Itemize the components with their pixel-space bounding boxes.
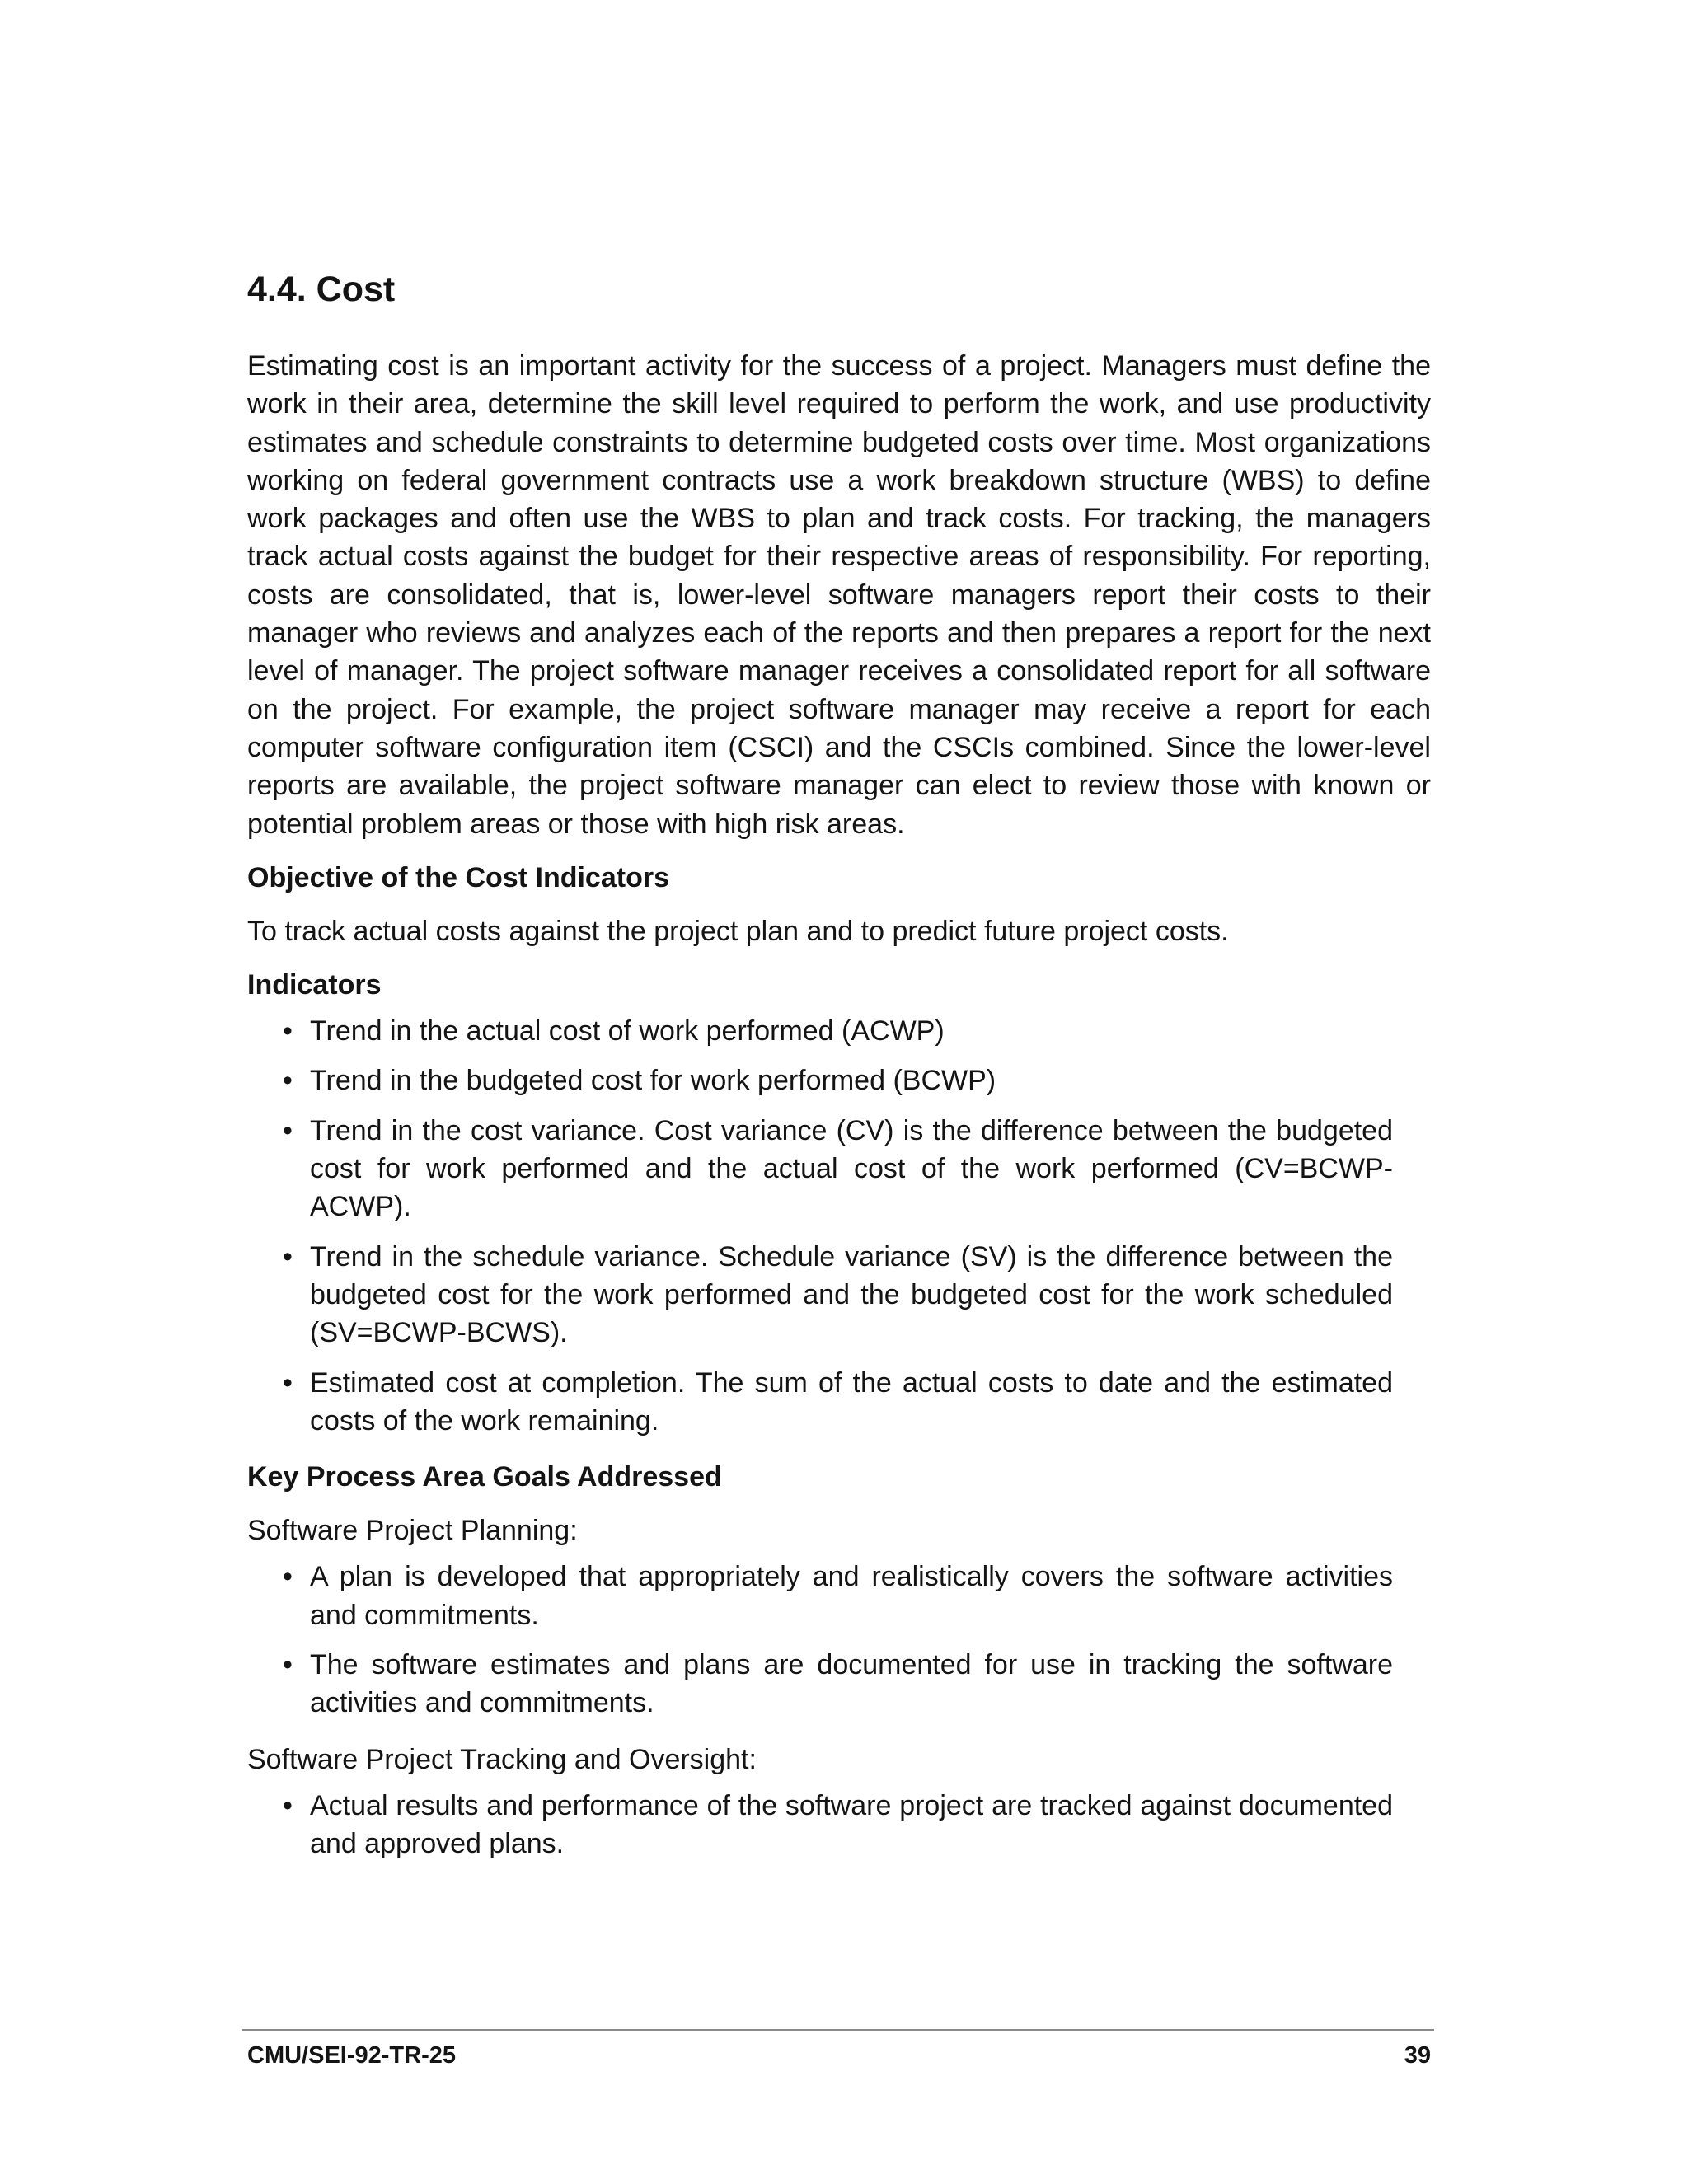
bullet-icon: • (283, 1561, 293, 1593)
kpa-tracking-label: Software Project Tracking and Oversight: (247, 1743, 757, 1775)
indicators-heading: Indicators (247, 969, 382, 1001)
kpa-planning-label: Software Project Planning: (247, 1515, 578, 1547)
footer-page-number: 39 (1404, 2042, 1431, 2069)
bullet-icon: • (283, 1114, 293, 1146)
objective-text: To track actual costs against the project plan and to predict future project costs. (247, 915, 1229, 947)
kpa-item-text: The software estimates and plans are documented for use in tracking the software activities and commitments. (310, 1649, 1393, 1719)
section-title: 4.4. Cost (247, 269, 396, 309)
kpa-item-text: A plan is developed that appropriately and realistically covers the software activities and commitments. (310, 1561, 1393, 1631)
footer-divider (242, 2029, 1434, 2031)
intro-paragraph: Estimating cost is an important activity for the success of a project. Managers must define the work in their area, determine the skill level required to perform the work, and use productivity estimates and schedule constraints to determine budgeted costs over time. Most organizations working on federal government contracts use a work breakdown structure (WBS) to define work packages and often use the WBS to plan and track costs. For tracking, the managers track actual costs against the budget for their respective areas of responsibility. For reporting, costs are consolidated, that is, lower-level software managers report their costs to their manager who reviews and analyzes each of the reports and then prepares a report for the next level of manager. The project software manager receives a consolidated report for all software on the project. For example, the project software manager may receive a report for each computer software configuration item (CSCI) and the CSCIs combined. Since the lower-level reports are available, the project software manager can elect to review those with known or potential problem areas or those with high risk areas. (247, 350, 1431, 840)
indicator-item (247, 1012, 1393, 1050)
indicator-text: Trend in the cost variance. Cost variance (CV) is the difference between the budgeted cost for work performed and the actual cost of the work performed (CV=BCWP-ACWP). (310, 1114, 1393, 1223)
kpa-item (247, 1558, 1393, 1634)
kpa-heading: Key Process Area Goals Addressed (247, 1461, 722, 1493)
bullet-icon: • (283, 1649, 293, 1681)
indicator-item (247, 1364, 1393, 1441)
bullet-icon: • (283, 1240, 293, 1272)
bullet-icon: • (283, 1366, 293, 1399)
indicators-list (247, 1012, 1393, 1440)
kpa-item (247, 1787, 1393, 1863)
kpa-item-text: Actual results and performance of the software project are tracked against documented and approved plans. (310, 1789, 1393, 1860)
page-content (247, 268, 1431, 1863)
indicator-text: Trend in the budgeted cost for work performed (BCWP) (310, 1065, 996, 1097)
kpa-planning-list (247, 1558, 1393, 1722)
indicator-text: Estimated cost at completion. The sum of the actual costs to date and the estimated costs of the work remaining. (310, 1366, 1393, 1436)
footer-report-id: CMU/SEI-92-TR-25 (247, 2042, 456, 2069)
bullet-icon: • (283, 1015, 293, 1047)
bullet-icon: • (283, 1065, 293, 1097)
bullet-icon: • (283, 1789, 293, 1821)
indicator-text: Trend in the actual cost of work performed (ACWP) (310, 1015, 945, 1047)
kpa-item (247, 1646, 1393, 1722)
indicator-item (247, 1238, 1393, 1352)
objective-heading: Objective of the Cost Indicators (247, 861, 669, 893)
indicator-item (247, 1062, 1393, 1099)
indicator-text: Trend in the schedule variance. Schedule variance (SV) is the difference between the budgeted cost for the work performed and the budgeted cost for the work scheduled (SV=BCWP-BCWS). (310, 1240, 1393, 1349)
kpa-tracking-list (247, 1787, 1393, 1863)
indicator-item (247, 1112, 1393, 1226)
